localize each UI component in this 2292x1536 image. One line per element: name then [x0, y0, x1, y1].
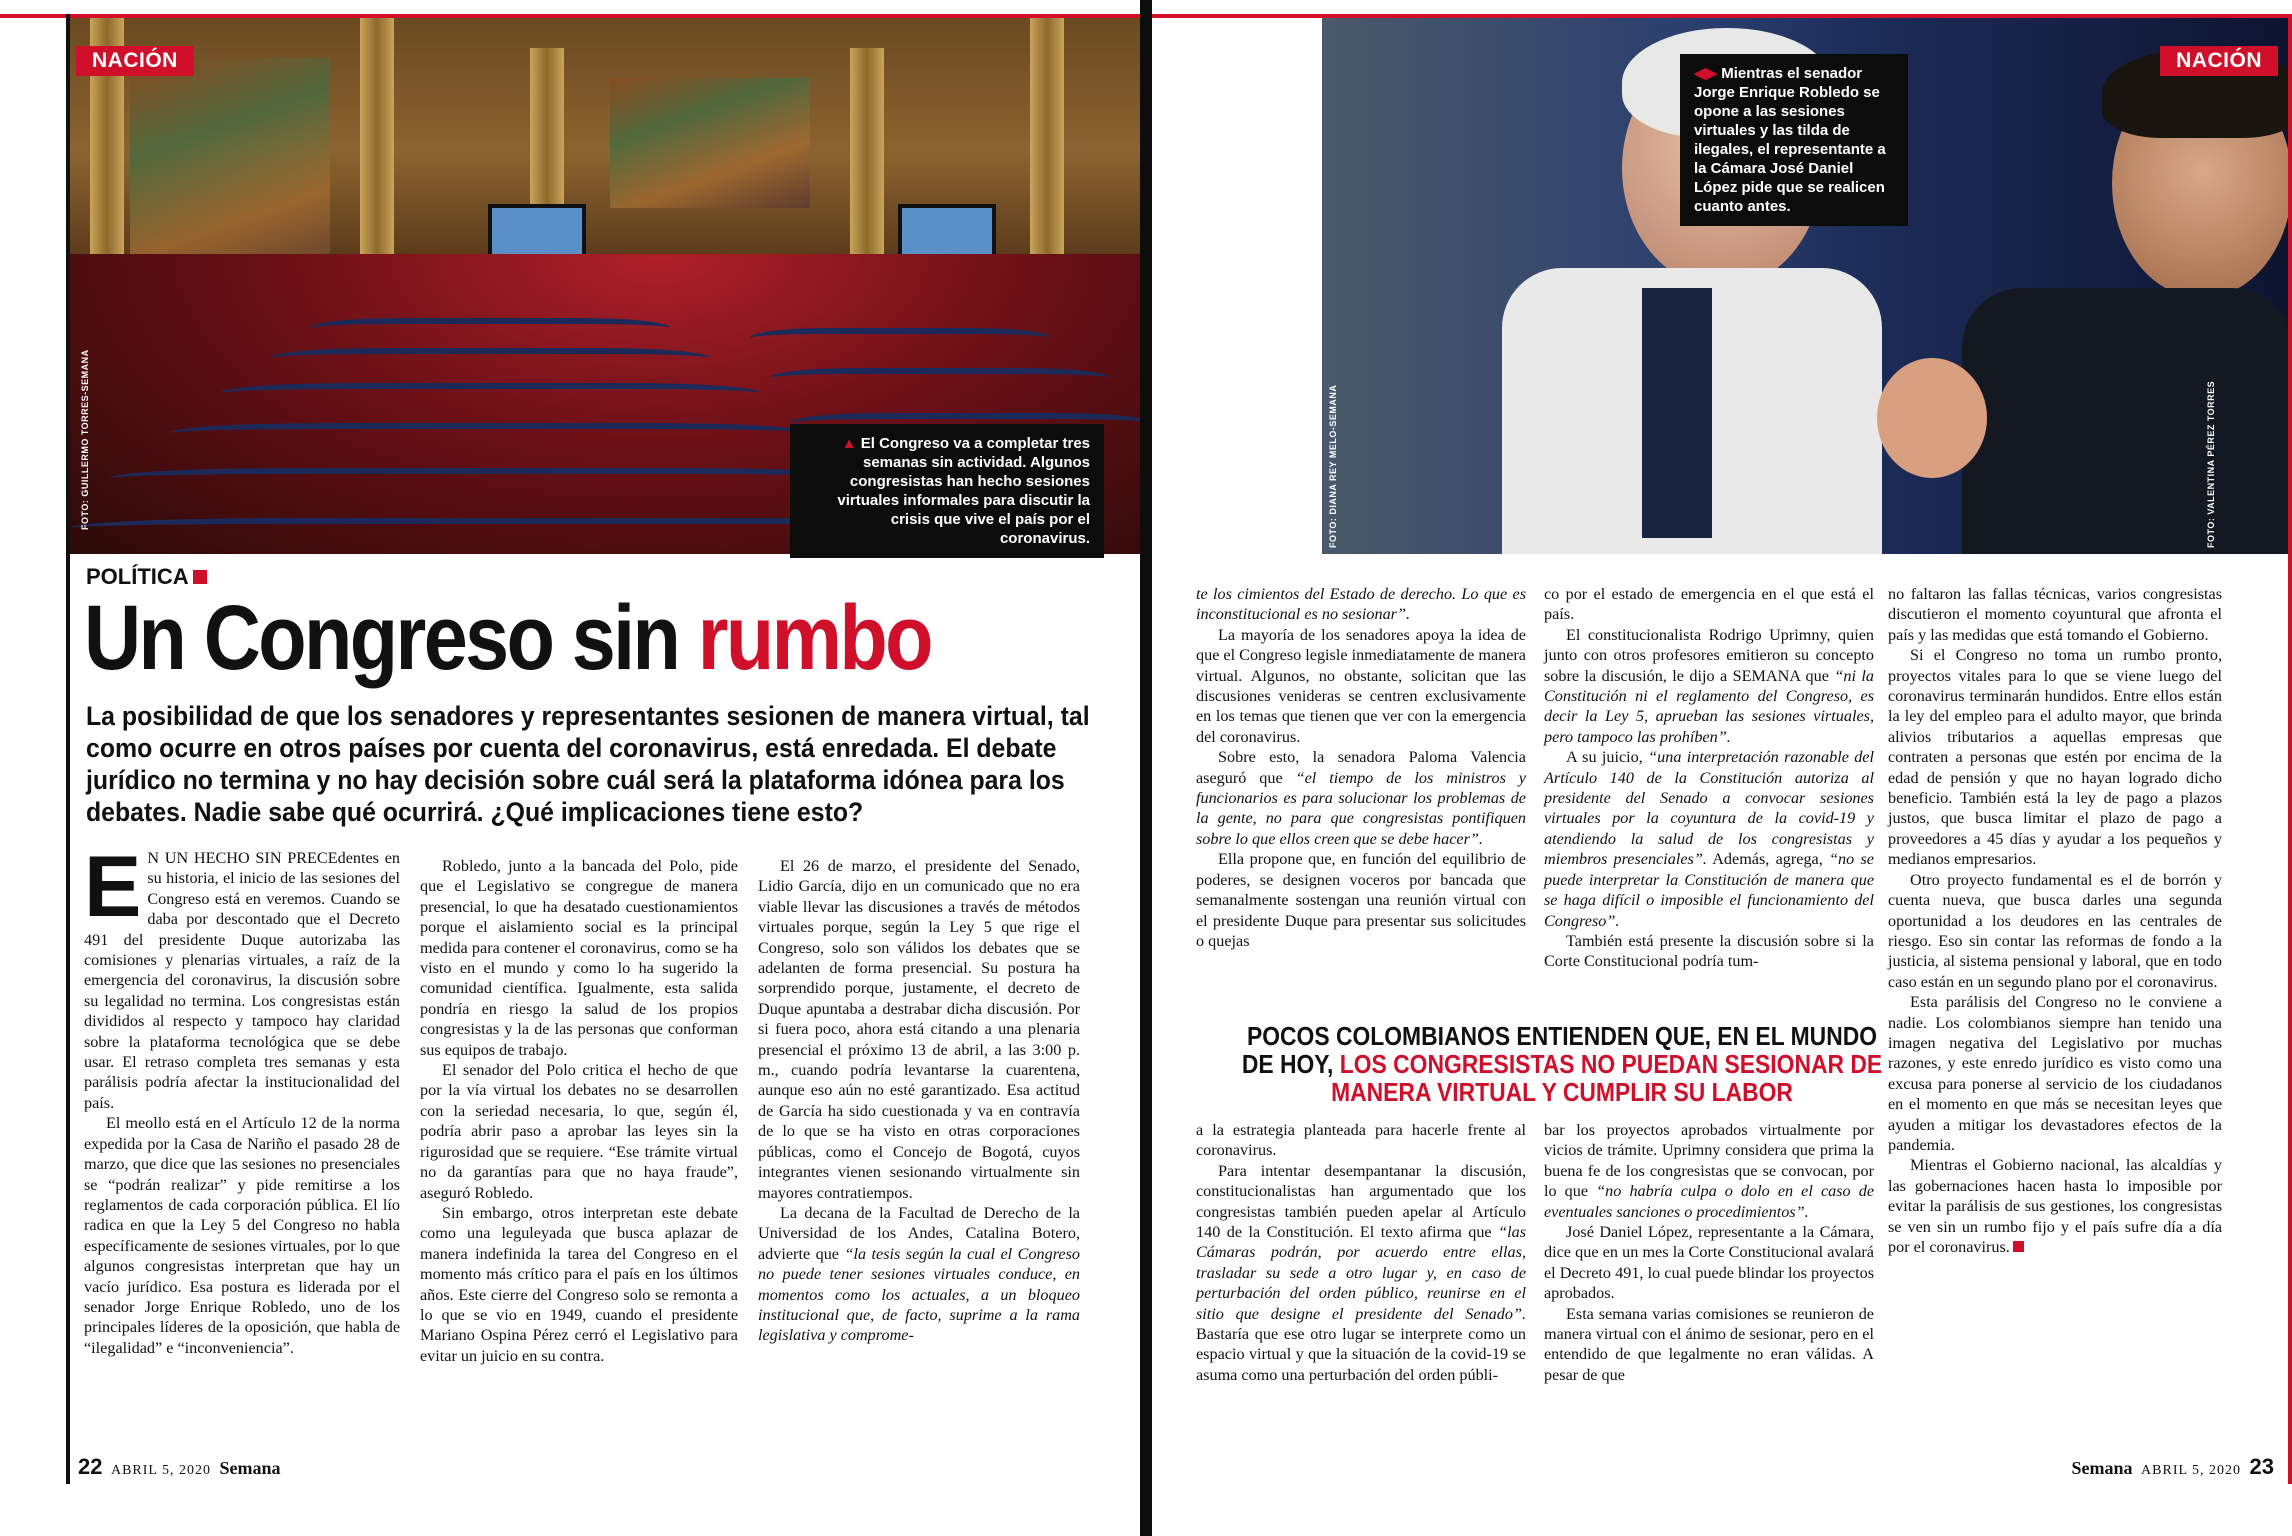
end-mark-icon	[2013, 1241, 2024, 1252]
closing-text: Mientras el Gobierno nacional, las alcaldías y las gobernaciones hacen hasta lo imposible por evitar la parálisis de sus gestiones, los congresistas se ven sin un rumbo fijo y el país sufre día a día por el coronavirus.	[1888, 1156, 2222, 1256]
quote: “no habría culpa o dolo en el caso de eventuales sanciones o procedimientos”.	[1544, 1182, 1875, 1221]
desk-row	[270, 348, 710, 368]
right-frame-rule	[2288, 14, 2292, 1484]
caption-arrows-icon: ◀▶	[1694, 65, 1722, 82]
paragraph: El meollo está en el Artículo 12 de la norma expedida por la Casa de Nariño el pasado 28 de marzo, que dice que las sesiones no presenciales se “podrán realizar” y pide remitirse a los reglamentos de cada corporación pública. El lío radica en que la Ley 5 del Congreso no habla específicamente de sesiones virtuales, por lo que algunos congresistas interpretan que hay un vacío jurídico. Esa postura es liderada por el senador Jorge Enrique Robledo, uno de los principales líderes de la oposición, que habla de “ilegalidad” e “inconveniencia”.	[84, 1114, 400, 1357]
paragraph-lead: La decana de la Facultad de Derecho de la Universidad de los Andes, Catalina Botero, advierte que	[758, 1203, 1080, 1263]
paragraph: José Daniel López, representante a la Cámara, dice que en un mes la Corte Constitucional avalará el Decreto 491, lo cual puede blindar los proyectos aprobados.	[1544, 1223, 1874, 1303]
photo-caption-text: Mientras el senador Jorge Enrique Robledo se opone a las sesiones virtuales y las tilda de ilegales, el representante a la Cámara José Daniel López pide que se realicen cuanto antes.	[1694, 65, 1886, 215]
right-column-1	[1196, 584, 1526, 951]
paragraph	[758, 1203, 1080, 1346]
robledo-tie	[1642, 288, 1712, 538]
page-gutter	[1140, 0, 1152, 1536]
right-column-2	[1544, 584, 1874, 972]
pull-quote	[1232, 1022, 1892, 1106]
headline	[84, 588, 931, 688]
section-label-text: POLÍTICA	[86, 564, 189, 589]
quote: “no se puede interpretar la Constitución de manera que se haga difícil o imposible el funcionamiento del Congreso”.	[1544, 850, 1874, 930]
folio-right	[2072, 1454, 2274, 1480]
quote: “una interpretación razonable del Artículo 140 de la Constitución autoriza al presidente del Senado a convocar sesiones virtuales por la coyuntura de la covid-19 y atendiendo la salud de los congresistas y miembros presenciales”.	[1544, 748, 1874, 869]
paragraph: a la estrategia planteada para hacerle frente al coronavirus.	[1196, 1121, 1526, 1160]
lopez-suit	[1962, 288, 2288, 554]
issue-date: ABRIL 5, 2020	[2141, 1463, 2242, 1478]
paragraph: co por el estado de emergencia en el que está el país.	[1544, 585, 1874, 624]
quote-continuation	[1196, 584, 1526, 625]
desk-row	[220, 383, 760, 403]
desk-row	[310, 318, 670, 338]
paragraph	[1544, 1120, 1874, 1222]
photo-credit: FOTO: DIANA REY MELO-SEMANA	[1328, 384, 1338, 548]
paragraph: El senador del Polo critica el hecho de que por la vía virtual los debates no se desarrollen con la seriedad necesaria, lo que, según él, podría abrir paso a aprobar las leyes sin la rigurosidad que se requiere. “Ese trámite virtual no da garantías para que no haya fraude”, aseguró Robledo.	[420, 1061, 738, 1202]
paragraph: Si el Congreso no toma un rumbo pronto, proyectos vitales para lo que se viene luego del coronavirus terminarán hundidos. Entre ellos están la ley del empleo para el adulto mayor, que brinda alivios tributarios a aquellas empresas que contraten a personas que estén por encima de la edad de pensión y que no hayan logrado dicho beneficio. También está la ley de pago a plazos justos, que busca limitar el plazo de pago a proveedores a 45 días y ayudar a los pequeños y medianos empresarios.	[1888, 646, 2222, 869]
headline-black: Un Congreso sin	[84, 587, 679, 689]
paragraph: También está presente la discusión sobre si la Corte Constitucional podría tum-	[1544, 931, 1874, 971]
paragraph-lead: El constitucionalista Rodrigo Uprimny, quien junto con otros profesores emitieron su concepto sobre la discusión, le dijo a SEMANA que	[1544, 625, 1874, 685]
page-number: 22	[78, 1454, 103, 1479]
paragraph-lead: Sobre esto, la senadora Paloma Valencia aseguró que	[1196, 748, 1526, 787]
paragraph: Esta semana varias comisiones se reunieron de manera virtual con el ánimo de sesionar, pero en el entendido de que legalmente no eran válidas. A pesar de que	[1544, 1304, 1874, 1384]
photo-caption	[790, 424, 1104, 558]
right-column-3	[1888, 584, 2222, 1257]
dropcap: E	[84, 839, 142, 935]
paragraph	[1196, 747, 1526, 849]
paragraph: no faltaron las fallas técnicas, varios congresistas discutieron el momento coyuntural que afronta el país y las medidas que está tomando el Gobierno.	[1888, 585, 2222, 644]
issue-date: ABRIL 5, 2020	[110, 1463, 211, 1478]
mural-center	[610, 78, 810, 208]
deck: La posibilidad de que los senadores y representantes sesionen de manera virtual, tal como ocurre en otros países por cuenta del coronavirus, está enredada. El debate jurídico no termina y no hay decisión sobre cuál será la plataforma idónea para los debates. Nadie sabe qué ocurrirá. ¿Qué implicaciones tiene esto?	[86, 701, 1090, 827]
left-column-1	[84, 839, 400, 1358]
right-lower-column-2	[1544, 1120, 1874, 1385]
right-page	[1152, 0, 2292, 1536]
page-number: 23	[2249, 1454, 2274, 1479]
quote: “ni la Constitución ni el reglamento del Congreso, es decir la Ley 5, aprueban las sesiones virtuales, pero tampoco las prohíben”.	[1544, 666, 1875, 746]
section-tag: NACIÓN	[76, 46, 194, 76]
lopez-hand	[1877, 358, 1987, 478]
folio-left	[78, 1454, 280, 1480]
red-square-icon	[193, 570, 207, 584]
photo-caption-text: El Congreso va a completar tres semanas sin actividad. Algunos congresistas han hecho sesiones virtuales informales para discutir la crisis que vive el país por el coronavirus.	[837, 435, 1090, 547]
magazine-name: Semana	[219, 1458, 281, 1478]
paragraph	[1196, 1161, 1526, 1385]
quote: “el tiempo de los ministros y funcionarios es para solucionar los problemas de la gente, no para que congresistas pontifiquen sobre lo que ellos creen que se debe hacer”.	[1196, 768, 1526, 848]
desk-row	[770, 368, 1110, 388]
photo-credit: FOTO: VALENTINA PÉREZ TORRES	[2206, 380, 2216, 548]
paragraph: Esta parálisis del Congreso no le conviene a nadie. Los colombianos siempre han tenido una imagen negativa del Legislativo por muchas razones, y este enredo jurídico es visto como una excusa para ponerse al servicio de los ciudadanos en el momento en que más se necesitan leyes que ayuden a mitigar los devastadores efectos de la pandemia.	[1888, 993, 2222, 1154]
pull-quote-red: LOS CONGRESISTAS NO PUEDAN SESIONAR DE MANERA VIRTUAL Y CUMPLIR SU LABOR	[1331, 1049, 1883, 1107]
quote: “las Cámaras podrán, por acuerdo entre ellas, trasladar su sede a otro lugar y, en caso de perturbación del orden público, reunirse en el sitio que designe el presidente del Senado”.	[1196, 1223, 1526, 1323]
paragraph: La mayoría de los senadores apoya la idea de que el Congreso legisle inmediatamente de manera virtual. Algunos, no obstante, solicitan que las discusiones venideras se centren exclusivamente en los temas que tienen que ver con la emergencia del coronavirus.	[1196, 625, 1526, 746]
paragraph	[1888, 1155, 2222, 1257]
photo-caption	[1680, 54, 1908, 226]
quote: te los cimientos del Estado de derecho. Lo que es inconstitucional es no sesionar”.	[1196, 585, 1526, 624]
quote: “la tesis según la cual el Congreso no puede tener sesiones virtuales conduce, en momentos como los actuales, a un bloqueo institucional que, de facto, suprime a la rama legislativa y comprome-	[758, 1244, 1080, 1345]
column	[850, 48, 884, 288]
left-page	[0, 0, 1140, 1536]
paragraph-tail: Bastaría que ese otro lugar se interprete como un espacio virtual y que la situación de la covid-19 se asuma como una perturbación del orden públi-	[1196, 1325, 1526, 1384]
magazine-name: Semana	[2071, 1458, 2133, 1478]
paragraph-lead: Para intentar desempantanar la discusión, constitucionalistas han argumentado que los congresistas también pueden apelar al Artículo 140 de la Constitución. El texto afirma que	[1196, 1161, 1526, 1242]
paragraph	[1544, 747, 1874, 931]
paragraph: El 26 de marzo, el presidente del Senado, Lidio García, dijo en un comunicado que no era viable llevar las discusiones a través de métodos virtuales porque, según la Ley 5 que rige el Congreso, solo son válidos los debates que se adelanten de forma presencial. Su postura ha sorprendido porque, justamente, el decreto de Duque apuntaba a destrabar dicha discusión. Por si fuera poco, ahora está citando a una plenaria presencial el próximo 13 de abril, a las 3:00 p. m., cuando podría levantarse la cuarentena, aunque eso aún no esté garantizado. Esa actitud de García ha sido cuestionada y va en contravía de lo que se ha visto en otras corporaciones públicas, como el Concejo de Bogotá, cuyos integrantes vienen sesionando virtualmente sin mayores contratiempos.	[758, 857, 1080, 1202]
desk-row	[170, 423, 810, 443]
pull-quote-black: POCOS COLOMBIANOS ENTIENDEN QUE, EN EL MUNDO DE HOY,	[1241, 1021, 1878, 1079]
desk-row	[110, 468, 870, 488]
left-column-2	[420, 856, 738, 1366]
paragraph-mid: Además, agrega,	[1706, 850, 1830, 869]
desk-row	[750, 328, 1050, 348]
paragraph-lead: bar los proyectos aprobados virtualmente por vicios de trámite. Uprimny considera que prima la buena fe de los congresistas que se convocan, por lo que	[1544, 1121, 1874, 1201]
paragraph	[1544, 625, 1874, 747]
left-column-3	[758, 856, 1080, 1346]
headline-red: rumbo	[697, 587, 931, 689]
photo-credit: FOTO: GUILLERMO TORRES-SEMANA	[80, 349, 90, 530]
right-lower-column-1	[1196, 1120, 1526, 1385]
paragraph: Ella propone que, en función del equilibrio de poderes, se designen voceros por bancada que semanalmente sostengan una reunión virtual con el presidente Duque para presentar sus solicitudes o quejas	[1196, 850, 1526, 950]
paragraph: Otro proyecto fundamental es el de borrón y cuenta nueva, que busca darles una segunda oportunidad a los deudores en las centrales de riesgo. Eso sin contar las reformas de fondo a la justicia, al sistema pensional y laboral, que en todo caso están en un segundo plano por el coronavirus.	[1888, 870, 2222, 991]
paragraph: Robledo, junto a la bancada del Polo, pide que el Legislativo se congregue de manera presencial, lo que ha desatado cuestionamientos porque el aislamiento social es la principal medida para contener el coronavirus, como se ha visto en el mundo y como lo ha sugerido la comunidad científica. Igualmente, esta salida pondría en riesgo la salud de los propios congresistas y la de las personas que conforman sus equipos de trabajo.	[420, 857, 738, 1059]
caption-arrow-icon: ▲	[841, 435, 861, 452]
lead-paragraph	[84, 839, 400, 1113]
paragraph-lead: A su juicio,	[1566, 748, 1649, 767]
lead-text: N UN HECHO SIN PRECEdentes en su historia, el inicio de las sesiones del Congreso está en veremos. Cuando se daba por descontado que el Decreto 491 del presidente Duque autorizaba las comisiones y plenarias virtuales, a raíz de la emergencia del coronavirus, la discusión sobre su legalidad no termina. Los congresistas están divididos al respecto y tampoco hay claridad sobre la plataforma tecnológica que se debe usar. El retraso completa tres semanas y esta parálisis podría afectar la institucionalidad del país.	[84, 849, 400, 1112]
paragraph: Sin embargo, otros interpretan este debate como una leguleyada que busca aplazar de manera indefinida la tarea del Congreso en el momento más crítico para el país en los últimos años. Este cierre del Congreso solo se remonta a lo que se vio en 1949, cuando el presidente Mariano Ospina Pérez cerró el Legislativo para evitar un juicio en su contra.	[420, 1203, 738, 1365]
section-tag: NACIÓN	[2160, 46, 2278, 76]
